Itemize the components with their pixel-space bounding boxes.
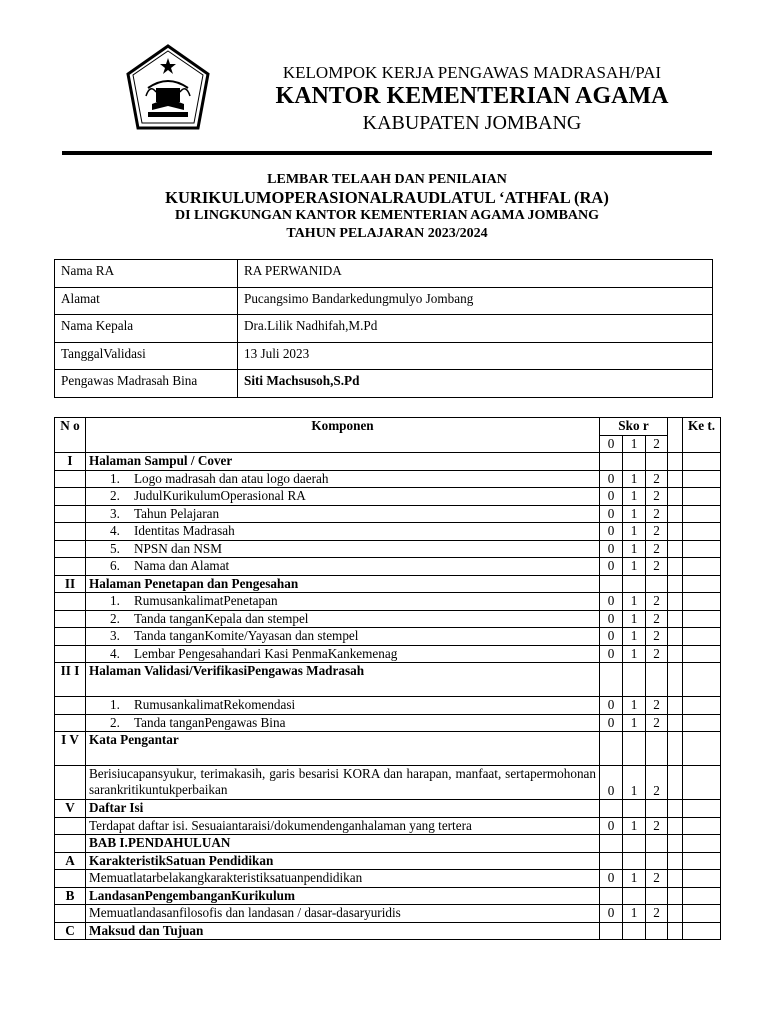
- table-row: [55, 905, 721, 923]
- item-description: Memuatlandasanfilosofis dan landasan / dasar-dasaryuridis: [86, 905, 600, 923]
- item-text: 2. Tanda tanganKepala dan stempel: [86, 610, 600, 628]
- score-cell: 1: [623, 714, 646, 732]
- info-value: Pucangsimo Bandarkedungmulyo Jombang: [238, 287, 713, 315]
- table-row: [55, 766, 721, 800]
- score-cell: 2: [646, 870, 668, 888]
- table-row: [55, 540, 721, 558]
- header-line-2: KANTOR KEMENTERIAN AGAMA: [275, 83, 669, 109]
- info-row: [55, 287, 713, 315]
- doc-title-3: DI LINGKUNGAN KANTOR KEMENTERIAN AGAMA JOMBANG: [174, 208, 600, 223]
- item-text: 3. Tahun Pelajaran: [86, 505, 600, 523]
- score-cell: 1: [623, 505, 646, 523]
- item-description: Memuatlatarbelakangkarakteristiksatuanpendidikan: [86, 870, 600, 888]
- score-cell: 2: [646, 593, 668, 611]
- section-no: II: [55, 575, 86, 593]
- score-cell: 1: [623, 870, 646, 888]
- score-cell: 1: [623, 523, 646, 541]
- info-label: Alamat: [55, 287, 238, 315]
- score-cell: 1: [623, 435, 646, 453]
- doc-title-4: TAHUN PELAJARAN 2023/2024: [286, 226, 488, 241]
- item-text: 3. Tanda tanganKomite/Yayasan dan stempel: [86, 628, 600, 646]
- kemenag-logo: [126, 44, 210, 132]
- score-cell: 1: [623, 593, 646, 611]
- score-cell: 0: [600, 870, 623, 888]
- doc-title-1: LEMBAR TELAAH DAN PENILAIAN: [267, 172, 507, 187]
- chapter-row: [55, 835, 721, 853]
- score-cell: 0: [600, 540, 623, 558]
- section-row: [55, 887, 721, 905]
- score-cell: 0: [600, 628, 623, 646]
- section-no: C: [55, 922, 86, 940]
- score-cell: 2: [646, 540, 668, 558]
- info-value: RA PERWANIDA: [238, 260, 713, 288]
- score-cell: 1: [623, 645, 646, 663]
- info-row: [55, 260, 713, 288]
- assessment-table: [54, 417, 721, 940]
- table-header-row: [55, 418, 721, 436]
- section-title: Kata Pengantar: [86, 732, 600, 766]
- score-cell: 1: [623, 488, 646, 506]
- score-cell: 2: [646, 523, 668, 541]
- header-ket: Ke t.: [683, 418, 721, 453]
- score-cell: 0: [600, 697, 623, 715]
- header-no: N o: [55, 418, 86, 453]
- section-title: KarakteristikSatuan Pendidikan: [86, 852, 600, 870]
- score-cell: 2: [646, 817, 668, 835]
- table-row: [55, 628, 721, 646]
- item-text: 2. JudulKurikulumOperasional RA: [86, 488, 600, 506]
- section-no: I: [55, 453, 86, 471]
- score-cell: 1: [623, 628, 646, 646]
- item-text: 1. RumusankalimatPenetapan: [86, 593, 600, 611]
- score-cell: 0: [600, 558, 623, 576]
- score-cell: 0: [600, 435, 623, 453]
- score-cell: 2: [646, 645, 668, 663]
- table-row: [55, 610, 721, 628]
- score-cell: 1: [623, 905, 646, 923]
- score-cell: 2: [646, 610, 668, 628]
- section-row: [55, 453, 721, 471]
- info-table: [54, 259, 713, 398]
- score-cell: 0: [600, 610, 623, 628]
- section-row: [55, 663, 721, 697]
- item-text: 1. Logo madrasah dan atau logo daerah: [86, 470, 600, 488]
- section-row: [55, 852, 721, 870]
- section-row: [55, 800, 721, 818]
- score-cell: 2: [646, 488, 668, 506]
- score-cell: 1: [623, 817, 646, 835]
- table-row: [55, 470, 721, 488]
- header-divider: [62, 151, 712, 155]
- table-row: [55, 697, 721, 715]
- header-line-1: KELOMPOK KERJA PENGAWAS MADRASAH/PAI: [282, 63, 662, 82]
- score-cell: 1: [623, 540, 646, 558]
- score-cell: 2: [646, 628, 668, 646]
- item-text: 4. Lembar Pengesahandari Kasi PenmaKankemenag: [86, 645, 600, 663]
- table-row: [55, 714, 721, 732]
- info-row: [55, 342, 713, 370]
- table-row: [55, 523, 721, 541]
- table-row: [55, 488, 721, 506]
- info-label: TanggalValidasi: [55, 342, 238, 370]
- section-row: [55, 575, 721, 593]
- info-row: [55, 315, 713, 343]
- item-description: Terdapat daftar isi. Sesuaiantaraisi/dokumendenganhalaman yang tertera: [86, 817, 600, 835]
- table-row: [55, 505, 721, 523]
- section-title: Halaman Penetapan dan Pengesahan: [86, 575, 600, 593]
- table-row: [55, 817, 721, 835]
- section-no: I V: [55, 732, 86, 766]
- score-cell: 1: [623, 470, 646, 488]
- item-text: 1. RumusankalimatRekomendasi: [86, 697, 600, 715]
- table-row: [55, 870, 721, 888]
- chapter-title: BAB I.PENDAHULUAN: [86, 835, 600, 853]
- item-text: 5. NPSN dan NSM: [86, 540, 600, 558]
- info-value: Siti Machsusoh,S.Pd: [238, 370, 713, 398]
- score-cell: 0: [600, 817, 623, 835]
- info-row: [55, 370, 713, 398]
- score-cell: 0: [600, 905, 623, 923]
- score-cell: 0: [600, 593, 623, 611]
- score-cell: 0: [600, 470, 623, 488]
- section-title: LandasanPengembanganKurikulum: [86, 887, 600, 905]
- section-row: [55, 732, 721, 766]
- section-title: Daftar Isi: [86, 800, 600, 818]
- section-title: Halaman Sampul / Cover: [86, 453, 600, 471]
- score-cell: 2: [646, 558, 668, 576]
- header-komponen: Komponen: [86, 418, 600, 453]
- score-cell: 1: [623, 610, 646, 628]
- score-cell: 0: [600, 505, 623, 523]
- score-cell: 0: [600, 714, 623, 732]
- info-label: Nama Kepala: [55, 315, 238, 343]
- section-no: A: [55, 852, 86, 870]
- score-cell: 2: [646, 435, 668, 453]
- header-line-3: KABUPATEN JOMBANG: [362, 112, 582, 134]
- score-cell: 1: [623, 766, 646, 800]
- score-cell: 2: [646, 905, 668, 923]
- score-cell: 0: [600, 488, 623, 506]
- score-cell: 2: [646, 766, 668, 800]
- item-text: 6. Nama dan Alamat: [86, 558, 600, 576]
- section-row: [55, 922, 721, 940]
- section-no: II I: [55, 663, 86, 697]
- info-label: Nama RA: [55, 260, 238, 288]
- table-row: [55, 593, 721, 611]
- score-cell: 1: [623, 697, 646, 715]
- section-no: V: [55, 800, 86, 818]
- spacer-cell: [668, 418, 683, 453]
- info-label: Pengawas Madrasah Bina: [55, 370, 238, 398]
- score-cell: 2: [646, 714, 668, 732]
- section-title: Maksud dan Tujuan: [86, 922, 600, 940]
- section-title: Halaman Validasi/VerifikasiPengawas Madrasah: [86, 663, 600, 697]
- section-no: B: [55, 887, 86, 905]
- score-cell: 0: [600, 766, 623, 800]
- doc-title-2: KURIKULUMOPERASIONALRAUDLATUL ‘ATHFAL (RA): [165, 188, 609, 207]
- header-skor: Sko r: [600, 418, 668, 436]
- table-row: [55, 645, 721, 663]
- score-cell: 0: [600, 645, 623, 663]
- table-row: [55, 558, 721, 576]
- score-cell: 0: [600, 523, 623, 541]
- score-cell: 2: [646, 697, 668, 715]
- score-cell: 2: [646, 470, 668, 488]
- item-description: Berisiucapansyukur, terimakasih, garis besarisi KORA dan harapan, manfaat, sertapermohonan sarankritikuntukperbaikan: [86, 766, 600, 800]
- info-value: 13 Juli 2023: [238, 342, 713, 370]
- item-text: 4. Identitas Madrasah: [86, 523, 600, 541]
- info-value: Dra.Lilik Nadhifah,M.Pd: [238, 315, 713, 343]
- score-cell: 2: [646, 505, 668, 523]
- item-text: 2. Tanda tanganPengawas Bina: [86, 714, 600, 732]
- score-cell: 1: [623, 558, 646, 576]
